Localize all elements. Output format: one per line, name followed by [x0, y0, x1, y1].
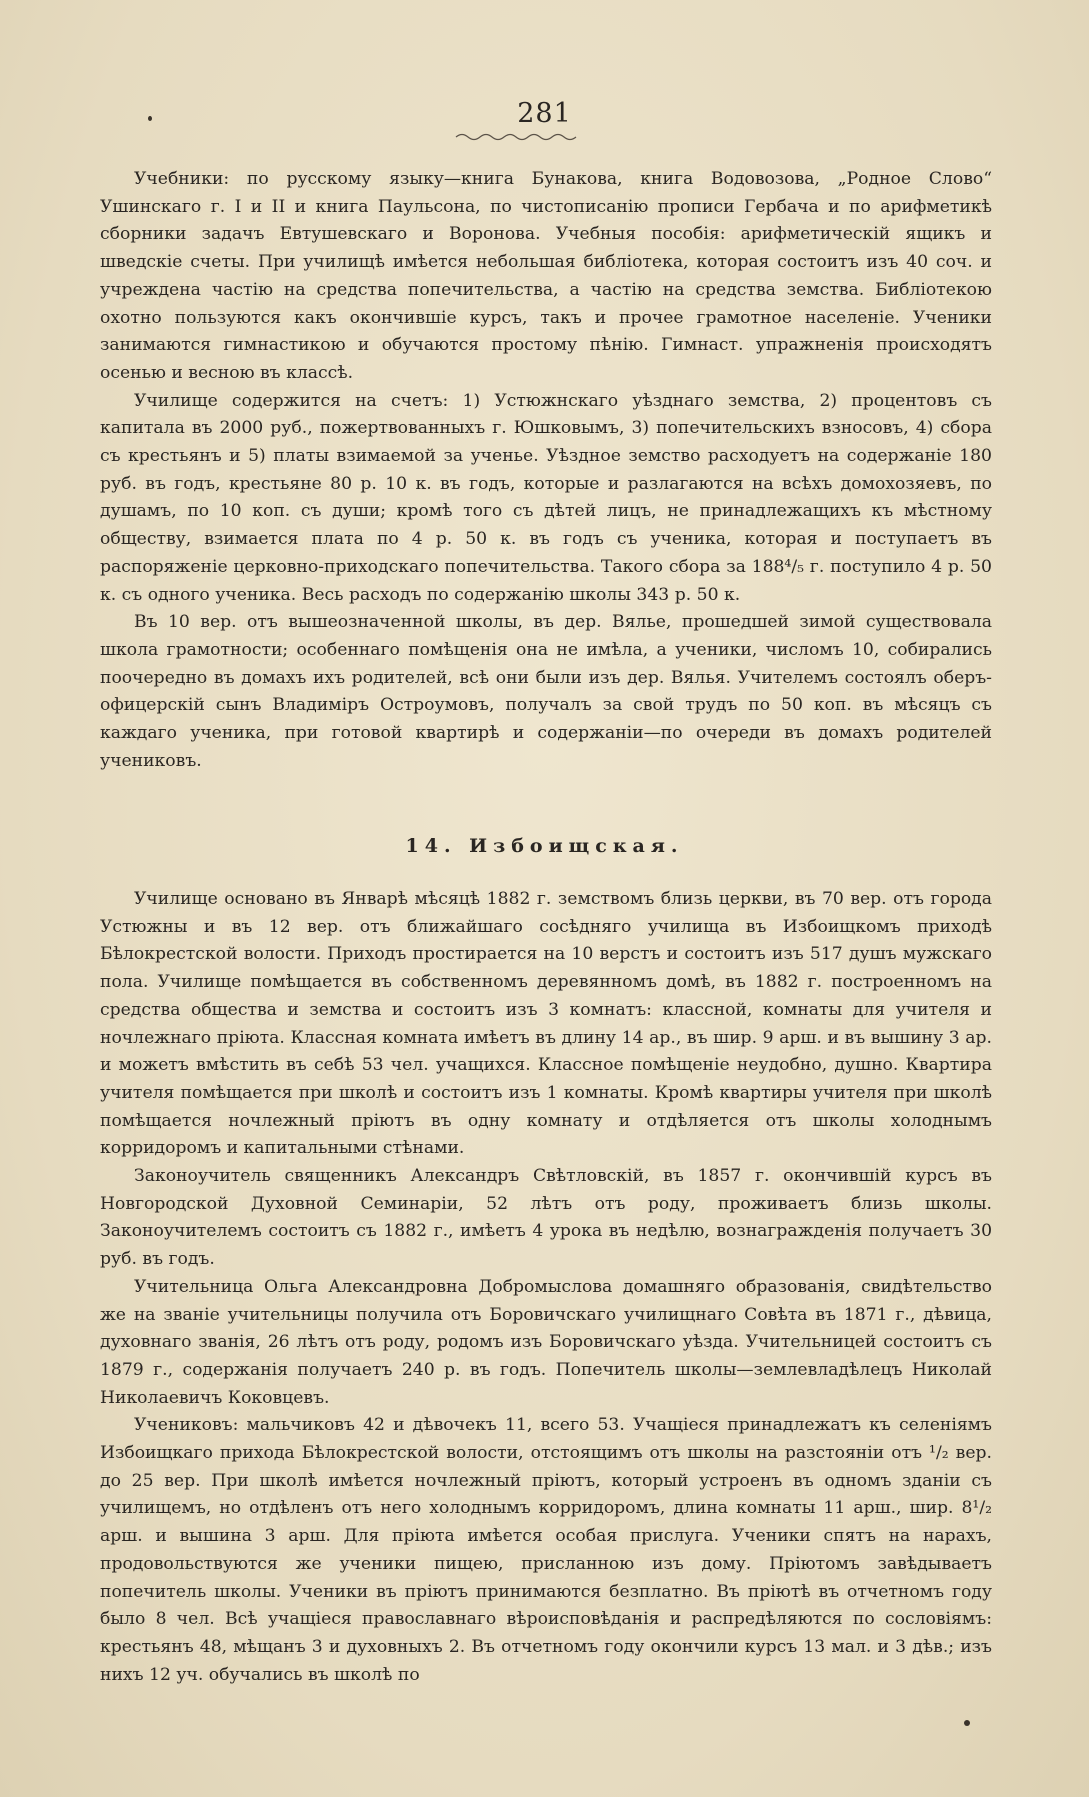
section-one-text: [100, 166, 992, 775]
page-number: 281: [517, 98, 572, 129]
page-number-flourish: [454, 132, 578, 142]
paragraph-textbooks: Учебники: по русскому языку—книга Бунакова, книга Водовозова, „Родное Слово“ Ушинскаго г. I и II и книга Паульсона, по чистописанію прописи Гербача и по арифметикѣ сборники задачъ Евтушевскаго и Воронова. Учебныя пособія: арифметическій ящикъ и шведскіе счеты. При училищѣ имѣется небольшая библіотека, которая состоитъ изъ 40 соч. и учреждена частію на средства попечительства, а частію на средства земства. Библіотекою охотно пользуются какъ окончившіе курсъ, такъ и прочее грамотное населеніе. Ученики занимаются гимнастикою и обучаются простому пѣнію. Гимнаст. упражненія происходятъ осенью и весною въ классѣ.: [100, 169, 992, 383]
section-two-text: [100, 886, 992, 1689]
paragraph-founding: Училище основано въ Январѣ мѣсяцѣ 1882 г. земствомъ близь церкви, въ 70 вер. отъ города Устюжны и въ 12 вер. отъ ближайшаго сосѣдняго училища въ Избоищкомъ приходѣ Бѣлокрестской волости. Приходъ простирается на 10 верстъ и состоитъ изъ 517 душъ мужскаго пола. Училище помѣщается въ собственномъ деревянномъ домѣ, въ 1882 г. построенномъ на средства общества и земства и состоитъ изъ 3 комнатъ: классной, комнаты для учителя и ночлежнаго пріюта. Классная комната имѣетъ въ длину 14 ар., въ шир. 9 арш. и въ вышину 3 ар. и можетъ вмѣстить въ себѣ 53 чел. учащихся. Классное помѣщеніе неудобно, душно. Квартира учителя помѣщается при школѣ и состоитъ изъ 1 комнаты. Кромѣ квартиры учителя при школѣ помѣщается ночлежный пріютъ въ одну комнату и отдѣляется отъ школы холоднымъ корридоромъ и капитальными стѣнами.: [100, 889, 992, 1159]
print-speck: [964, 1720, 970, 1726]
paragraph-funding: Училище содержится на счетъ: 1) Устюжнскаго уѣзднаго земства, 2) процентовъ съ капитала въ 2000 руб., пожертвованныхъ г. Юшковымъ, 3) попечительскихъ взносовъ, 4) сбора съ крестьянъ и 5) платы взимаемой за ученье. Уѣздное земство расходуетъ на содержаніе 180 руб. въ годъ, крестьяне 80 р. 10 к. въ годъ, которые и разлагаются на всѣхъ домохозяевъ, по душамъ, по 10 коп. съ души; кромѣ того съ дѣтей лицъ, не принадлежащихъ къ мѣстному обществу, взимается плата по 4 р. 50 к. въ годъ съ ученика, которая и поступаетъ въ распоряженіе церковно-приходскаго попечительства. Такого сбора за 188⁴/₅ г. поступило 4 р. 50 к. съ одного ученика. Весь расходъ по содержанію школы 343 р. 50 к.: [100, 390, 992, 605]
paragraph-vyalye-school: Въ 10 вер. отъ вышеозначенной школы, въ дер. Вялье, прошедшей зимой существовала школа грамотности; особеннаго помѣщенія она не имѣла, а ученики, числомъ 10, собирались поочередно въ домахъ ихъ родителей, всѣ они были изъ дер. Вялья. Учителемъ состоялъ оберъ-офицерскій сынъ Владиміръ Остроумовъ, получалъ за свой трудъ по 50 коп. въ мѣсяцъ съ каждаго ученика, при готовой квартирѣ и содержаніи—по очереди въ домахъ родителей учениковъ.: [100, 612, 992, 771]
paragraph-teacher: Учительница Ольга Александровна Добромыслова домашняго образованія, свидѣтельство же на званіе учительницы получила отъ Боровичскаго училищнаго Совѣта въ 1871 г., дѣвица, духовнаго званія, 26 лѣтъ отъ роду, родомъ изъ Боровичскаго уѣзда. Учительницей состоитъ съ 1879 г., содержанія получаетъ 240 р. въ годъ. Попечитель школы—землевладѣлецъ Николай Николаевичъ Коковцевъ.: [100, 1276, 992, 1408]
paragraph-students: Учениковъ: мальчиковъ 42 и дѣвочекъ 11, всего 53. Учащіеся принадлежатъ къ селеніямъ Избоищкаго прихода Бѣлокрестской волости, отстоящимъ отъ школы на разстояніи отъ ¹/₂ вер. до 25 вер. При школѣ имѣется ночлежный пріютъ, который устроенъ въ одномъ зданіи съ училищемъ, но отдѣленъ отъ него холоднымъ корридоромъ, длина комнаты 11 арш., шир. 8¹/₂ арш. и вышина 3 арш. Для пріюта имѣется особая прислуга. Ученики спятъ на нарахъ, продовольствуются же ученики пищею, присланною изъ дому. Пріютомъ завѣдываетъ попечитель школы. Ученики въ пріютъ принимаются безплатно. Въ пріютѣ въ отчетномъ году было 8 чел. Всѣ учащіеся православнаго вѣроисповѣданія и распредѣляются по сословіямъ: крестьянъ 48, мѣщанъ 3 и духовныхъ 2. Въ отчетномъ году окончили курсъ 13 мал. и 3 дѣв.; изъ нихъ 12 уч. обучались въ школѣ по: [100, 1415, 992, 1685]
paragraph-law-teacher: Законоучитель священникъ Александръ Свѣтловскій, въ 1857 г. окончившій курсъ въ Новгородской Духовной Семинаріи, 52 лѣтъ отъ роду, проживаетъ близь школы. Законоучителемъ состоитъ съ 1882 г., имѣетъ 4 урока въ недѣлю, вознагражденія получаетъ 30 руб. въ годъ.: [100, 1166, 992, 1270]
section-heading: 14. Избоищская.: [405, 835, 684, 857]
